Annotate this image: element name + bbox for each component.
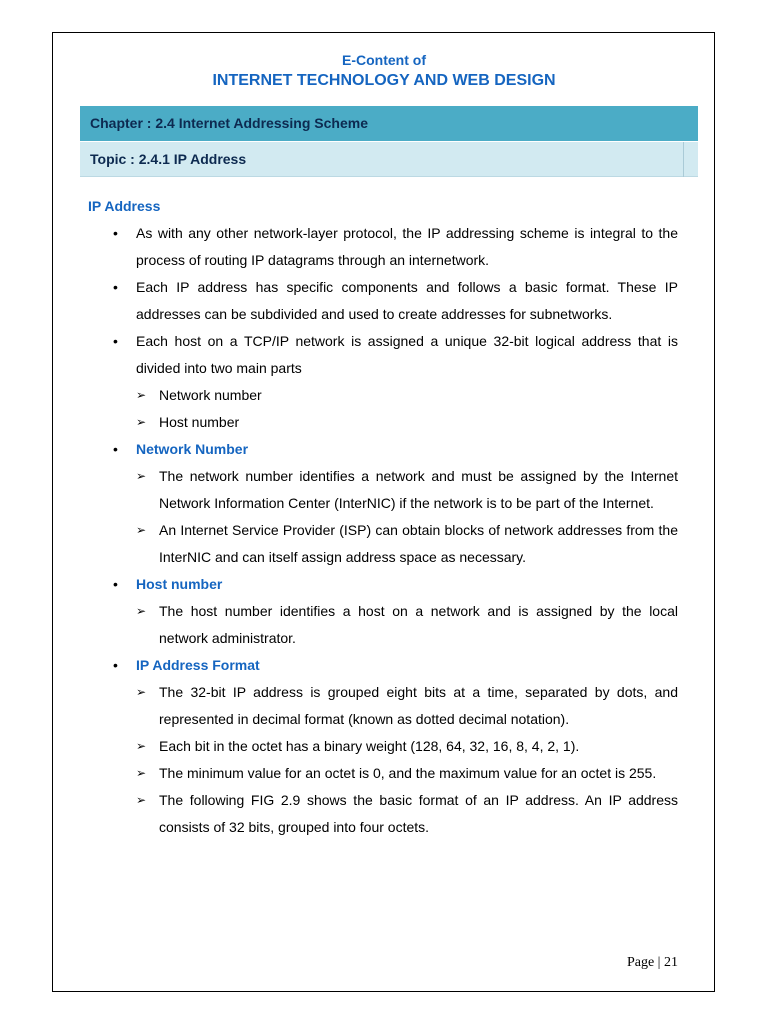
bullet-icon: • — [113, 657, 118, 673]
arrow-bullet-icon: ➢ — [136, 415, 147, 429]
main-content — [88, 193, 678, 841]
list-item — [88, 652, 678, 679]
sub-list-item — [88, 598, 678, 652]
host-number-heading: Host number — [136, 576, 223, 592]
sub-item-text: The following FIG 2.9 shows the basic format of an IP address. An IP address consists of 32 bits, grouped into four octets. — [159, 792, 678, 835]
list-item — [88, 436, 678, 463]
table-cell-divider — [683, 142, 684, 177]
sub-item-text: The 32-bit IP address is grouped eight bits at a time, separated by dots, and represented in decimal format (known as dotted decimal notation). — [159, 684, 678, 727]
bullet-icon: • — [113, 279, 118, 295]
sub-item-text: The network number identifies a network and must be assigned by the Internet Network Information Center (InterNIC) if the network is to be part of the Internet. — [159, 468, 678, 511]
sub-list-item — [88, 760, 678, 787]
topic-label: Topic : 2.4.1 IP Address — [90, 151, 247, 167]
list-item — [88, 571, 678, 598]
bullet-text: As with any other network-layer protocol, the IP addressing scheme is integral to the process of routing IP datagrams through an internetwork. — [136, 225, 678, 268]
list-item — [88, 274, 678, 328]
bullet-text: Each IP address has specific components and follows a basic format. These IP addresses can be subdivided and used to create addresses for subnetworks. — [136, 279, 678, 322]
arrow-bullet-icon: ➢ — [136, 685, 147, 699]
list-item — [88, 220, 678, 274]
sub-list-item — [88, 679, 678, 733]
sub-list-item — [88, 733, 678, 760]
arrow-bullet-icon: ➢ — [136, 766, 147, 780]
arrow-bullet-icon: ➢ — [136, 739, 147, 753]
header-title: INTERNET TECHNOLOGY AND WEB DESIGN — [212, 72, 556, 89]
arrow-bullet-icon: ➢ — [136, 388, 147, 402]
arrow-bullet-icon: ➢ — [136, 469, 147, 483]
sub-item-text: The minimum value for an octet is 0, and the maximum value for an octet is 255. — [159, 765, 657, 781]
topic-banner — [80, 142, 698, 177]
sub-item-text: The host number identifies a host on a network and is assigned by the local network administrator. — [159, 603, 678, 646]
header-subtitle: E-Content of — [342, 52, 426, 68]
sub-list-item — [88, 382, 678, 409]
sub-item-text: Each bit in the octet has a binary weight (128, 64, 32, 16, 8, 4, 2, 1). — [159, 738, 580, 754]
sub-list-item — [88, 517, 678, 571]
sub-item-text: Network number — [159, 387, 262, 403]
bullet-icon: • — [113, 333, 118, 349]
bullet-text: Each host on a TCP/IP network is assigned a unique 32-bit logical address that is divided into two main parts — [136, 333, 678, 376]
sub-list-item — [88, 463, 678, 517]
arrow-bullet-icon: ➢ — [136, 793, 147, 807]
list-item — [88, 328, 678, 382]
section-title: IP Address — [88, 198, 161, 214]
ip-format-heading: IP Address Format — [136, 657, 260, 673]
sub-list-item — [88, 409, 678, 436]
sub-item-text: An Internet Service Provider (ISP) can obtain blocks of network addresses from the InterNIC and can itself assign address space as necessary. — [159, 522, 678, 565]
bullet-icon: • — [113, 225, 118, 241]
arrow-bullet-icon: ➢ — [136, 523, 147, 537]
network-number-heading: Network Number — [136, 441, 249, 457]
bullet-icon: • — [113, 576, 118, 592]
sub-list-item — [88, 787, 678, 841]
arrow-bullet-icon: ➢ — [136, 604, 147, 618]
chapter-banner: Chapter : 2.4 Internet Addressing Scheme — [80, 106, 698, 141]
page-number: Page | 21 — [626, 955, 678, 970]
bullet-icon: • — [113, 441, 118, 457]
sub-item-text: Host number — [159, 414, 240, 430]
